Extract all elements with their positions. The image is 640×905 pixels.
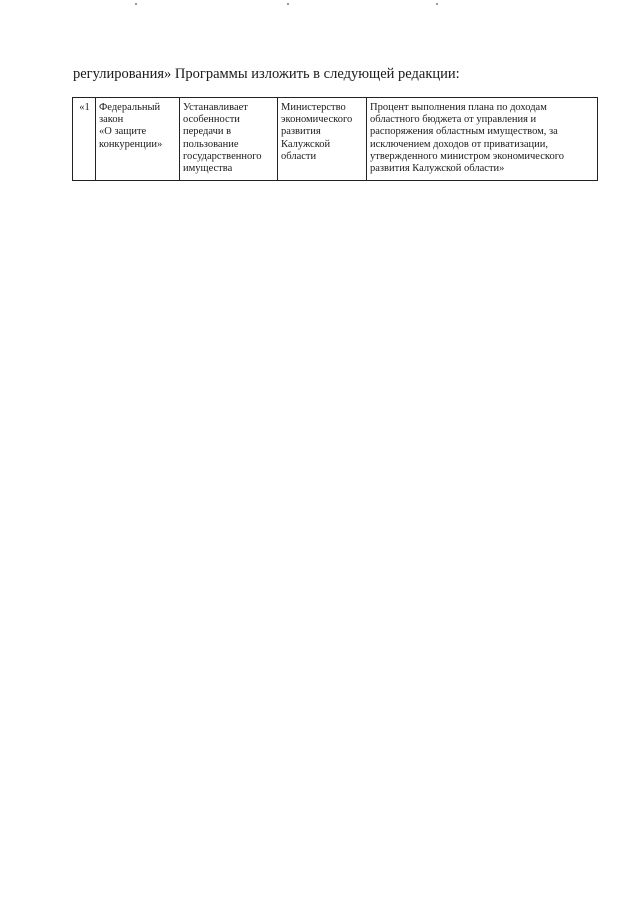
description-line: имущества (183, 163, 233, 175)
indicator-line: областного бюджета от управления и (370, 114, 537, 126)
intro-paragraph: регулирования» Программы изложить в следующей редакции: (73, 66, 460, 82)
description-line: пользование (183, 138, 239, 150)
law-cell (96, 98, 180, 181)
indicator-cell (367, 98, 598, 181)
scan-mark (287, 3, 289, 5)
ministry-line: области (281, 150, 317, 162)
ministry-line: Калужской (281, 138, 331, 150)
ministry-cell (278, 98, 367, 181)
law-line: Федеральный (99, 102, 161, 113)
law-line: конкуренции» (99, 138, 163, 150)
indicator-line: развития Калужской области» (370, 163, 505, 175)
table-row (73, 98, 598, 181)
indicator-line: утвержденного министром экономического (370, 150, 564, 162)
law-line: «О защите (99, 126, 147, 138)
description-line: передачи в (183, 126, 232, 138)
indicator-line: распоряжения областным имуществом, за (370, 126, 558, 138)
description-line: особенности (183, 114, 240, 126)
law-line: закон (99, 114, 124, 126)
row-number-cell (73, 98, 96, 181)
program-table (72, 97, 598, 181)
indicator-line: исключением доходов от приватизации, (370, 138, 548, 150)
scan-mark (436, 3, 438, 5)
row-number: «1 (79, 102, 90, 113)
ministry-line: Министерство (281, 102, 346, 113)
description-cell (180, 98, 278, 181)
scan-mark (135, 3, 137, 5)
ministry-line: экономического (281, 114, 353, 126)
description-line: Устанавливает (183, 102, 248, 113)
description-line: государственного (183, 150, 262, 162)
indicator-line: Процент выполнения плана по доходам (370, 102, 547, 113)
ministry-line: развития (281, 126, 321, 138)
